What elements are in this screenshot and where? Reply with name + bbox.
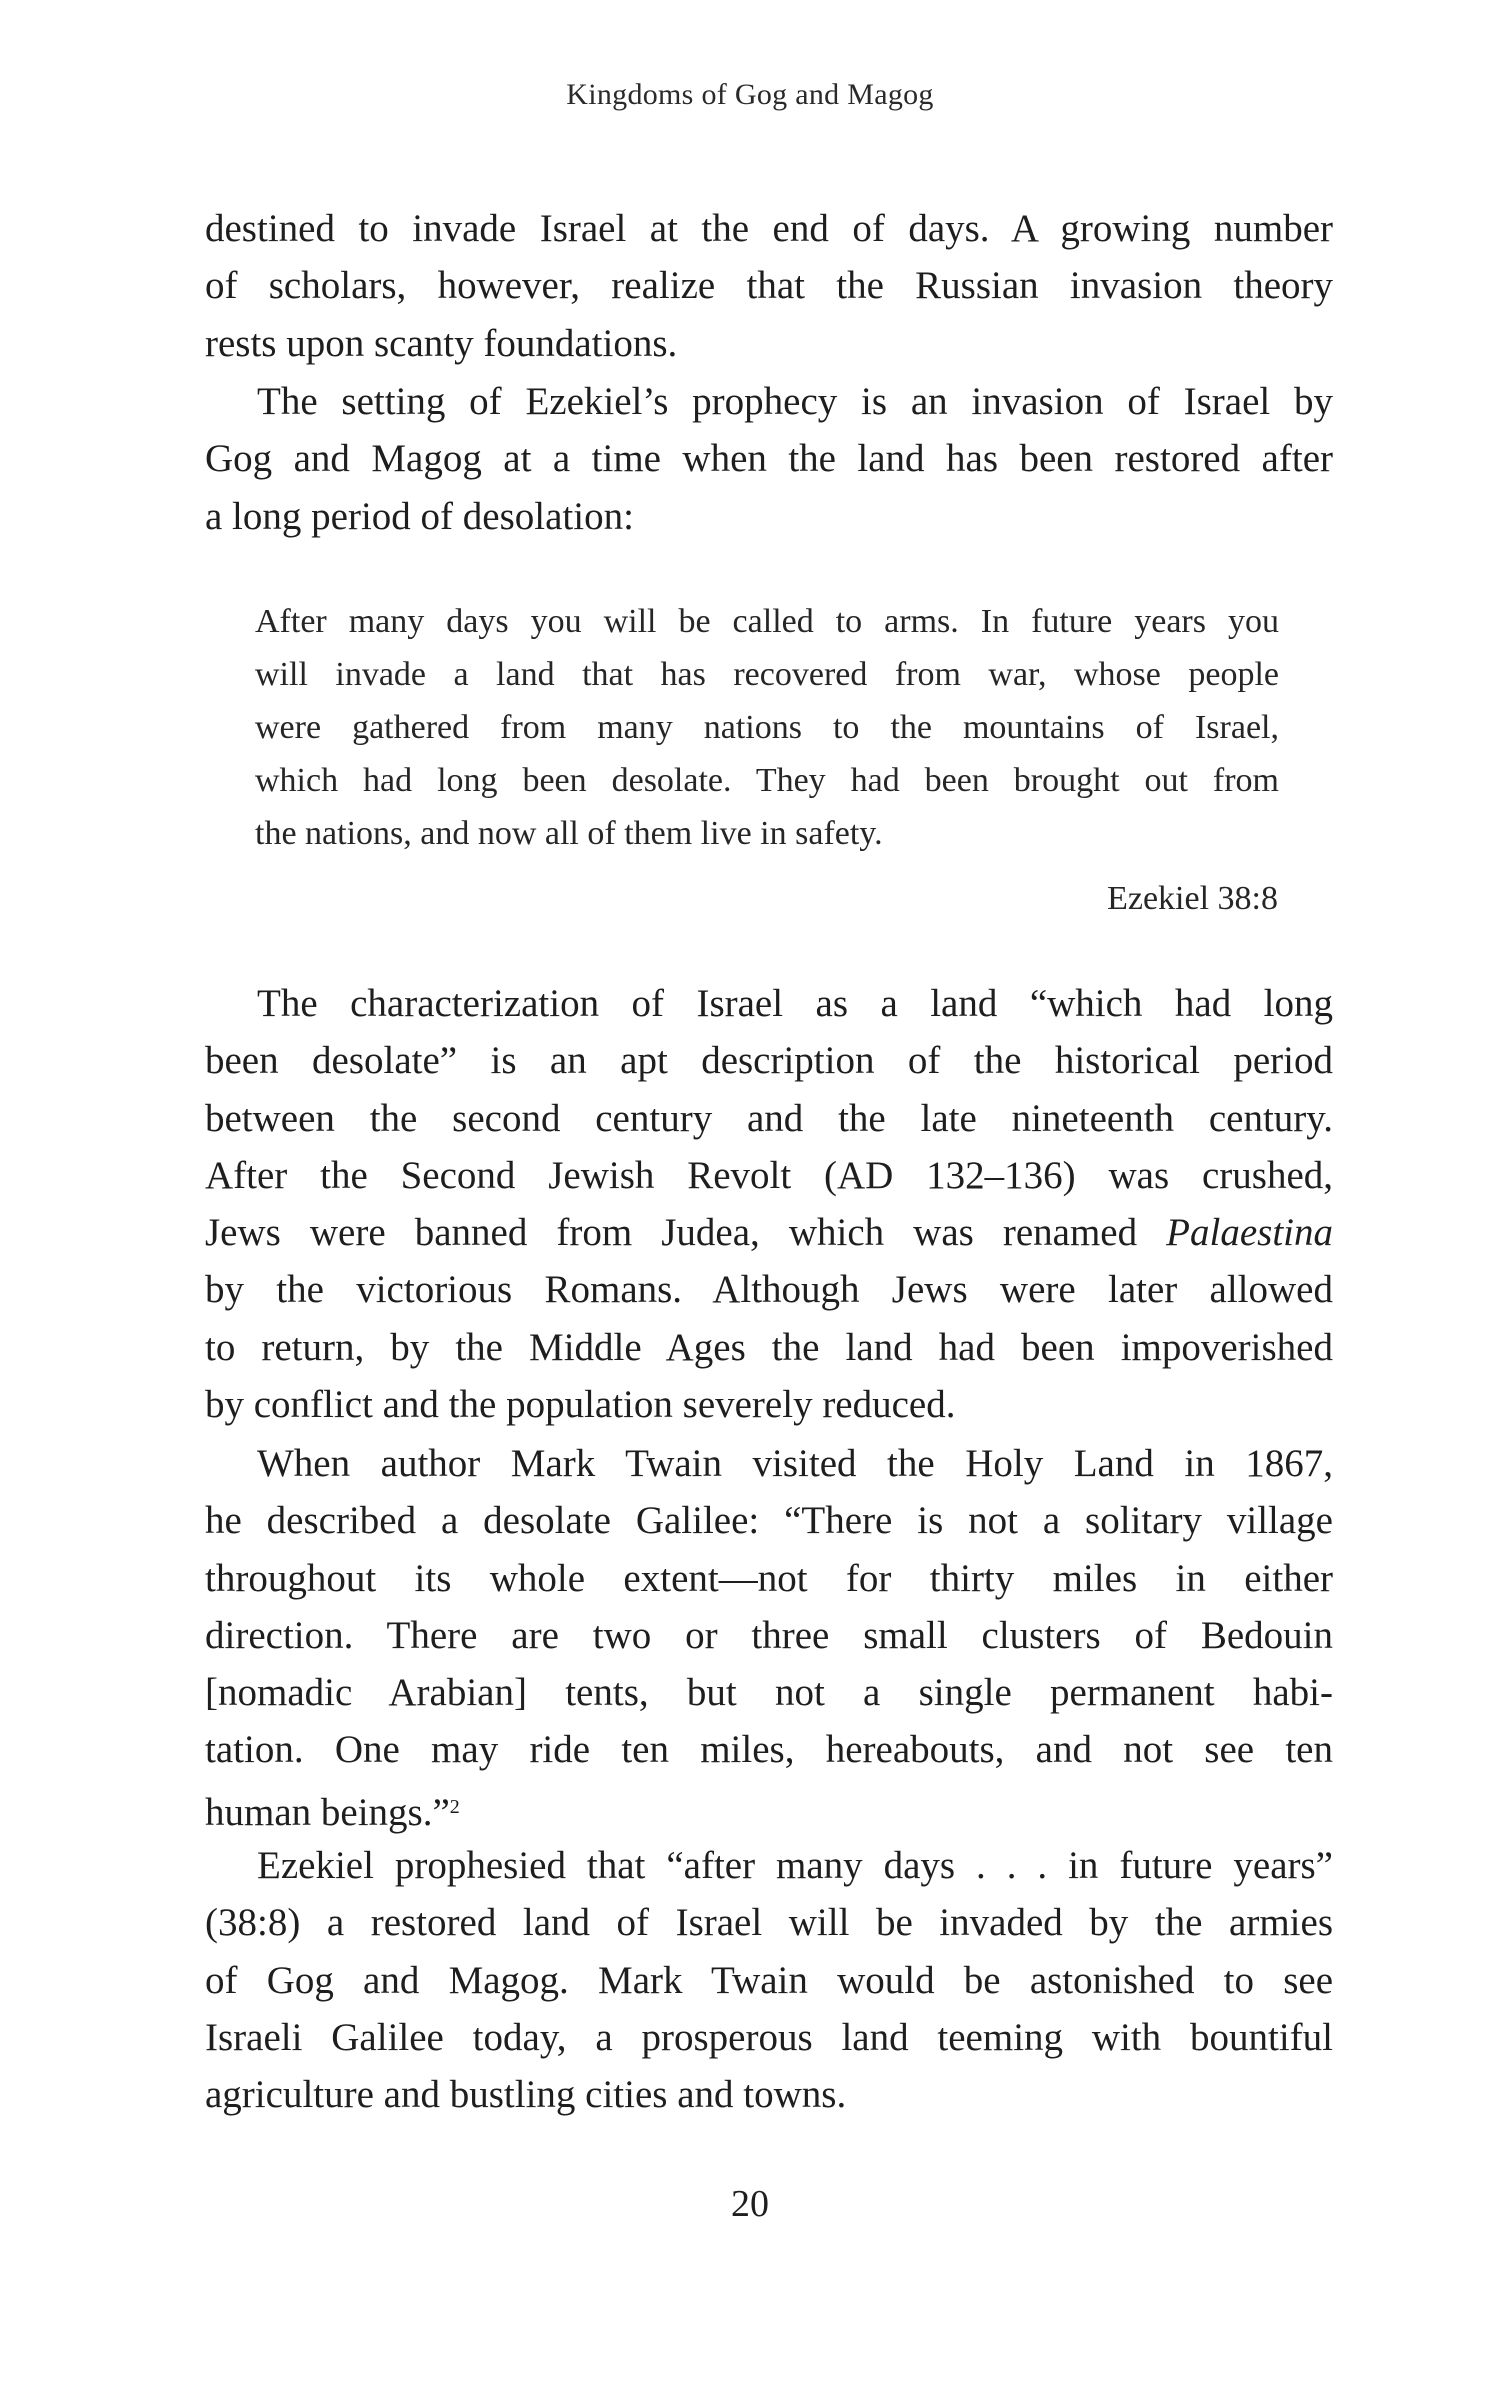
text-line: After the Second Jewish Revolt (AD 132–136) was crushed, <box>205 1153 1333 1197</box>
scripture-blockquote <box>255 595 1279 860</box>
text-line: Gog and Magog at a time when the land has been restored after <box>205 437 1333 481</box>
text-line: a long period of desolation: <box>205 494 634 538</box>
text-line: of Gog and Magog. Mark Twain would be astonished to see <box>205 1958 1333 2002</box>
text-line: Israeli Galilee today, a prosperous land teeming with bountiful <box>205 2015 1333 2059</box>
text-fragment: Jews were banned from Judea, which was renamed <box>205 1211 1167 1255</box>
text-line: of scholars, however, realize that the Russian invasion theory <box>205 264 1333 308</box>
text-line: [nomadic Arabian] tents, but not a single permanent habi- <box>205 1671 1333 1715</box>
text-line: tation. One may ride ten miles, hereabouts, and not see ten <box>205 1728 1333 1772</box>
text-line: been desolate” is an apt description of the historical period <box>205 1039 1333 1083</box>
text-line: The setting of Ezekiel’s prophecy is an invasion of Israel by <box>257 380 1333 423</box>
text-line: rests upon scanty foundations. <box>205 321 678 365</box>
paragraph-4 <box>205 1435 1333 1841</box>
paragraph-2 <box>205 373 1333 545</box>
text-line: The characterization of Israel as a land “which had long <box>257 982 1333 1025</box>
paragraph-5 <box>205 1837 1333 2123</box>
quote-line: were gathered from many nations to the mountains of Israel, <box>255 709 1279 746</box>
text-line: destined to invade Israel at the end of days. A growing number <box>205 207 1333 250</box>
text-line <box>205 1779 1333 1841</box>
text-line: by conflict and the population severely reduced. <box>205 1383 956 1427</box>
text-line: When author Mark Twain visited the Holy Land in 1867, <box>257 1442 1333 1485</box>
text-fragment: human beings.” <box>205 1790 450 1834</box>
text-line: agriculture and bustling cities and towns. <box>205 2073 847 2117</box>
text-line <box>205 1204 1333 1261</box>
quote-line: the nations, and now all of them live in safety. <box>255 815 883 852</box>
paragraph-3 <box>205 975 1333 1433</box>
italic-term: Palaestina <box>1166 1211 1333 1255</box>
quote-line: will invade a land that has recovered from war, whose people <box>255 656 1279 693</box>
quote-line: which had long been desolate. They had been brought out from <box>255 762 1279 799</box>
text-line: to return, by the Middle Ages the land had been impoverished <box>205 1325 1333 1369</box>
text-line: throughout its whole extent—not for thirty miles in either <box>205 1556 1333 1600</box>
quote-line: After many days you will be called to arms. In future years you <box>255 603 1279 640</box>
text-line: Ezekiel prophesied that “after many days . . . in future years” <box>257 1844 1333 1887</box>
page-number: 20 <box>731 2183 769 2225</box>
scripture-citation: Ezekiel 38:8 <box>1107 880 1278 917</box>
text-line: by the victorious Romans. Although Jews were later allowed <box>205 1268 1333 1312</box>
running-head: Kingdoms of Gog and Magog <box>566 78 934 111</box>
text-line: (38:8) a restored land of Israel will be invaded by the armies <box>205 1901 1333 1945</box>
text-line: direction. There are two or three small clusters of Bedouin <box>205 1613 1333 1657</box>
paragraph-1 <box>205 200 1333 372</box>
text-line: between the second century and the late nineteenth century. <box>205 1096 1333 1140</box>
text-line: he described a desolate Galilee: “There is not a solitary village <box>205 1499 1333 1543</box>
footnote-marker[interactable]: 2 <box>449 1795 460 1818</box>
